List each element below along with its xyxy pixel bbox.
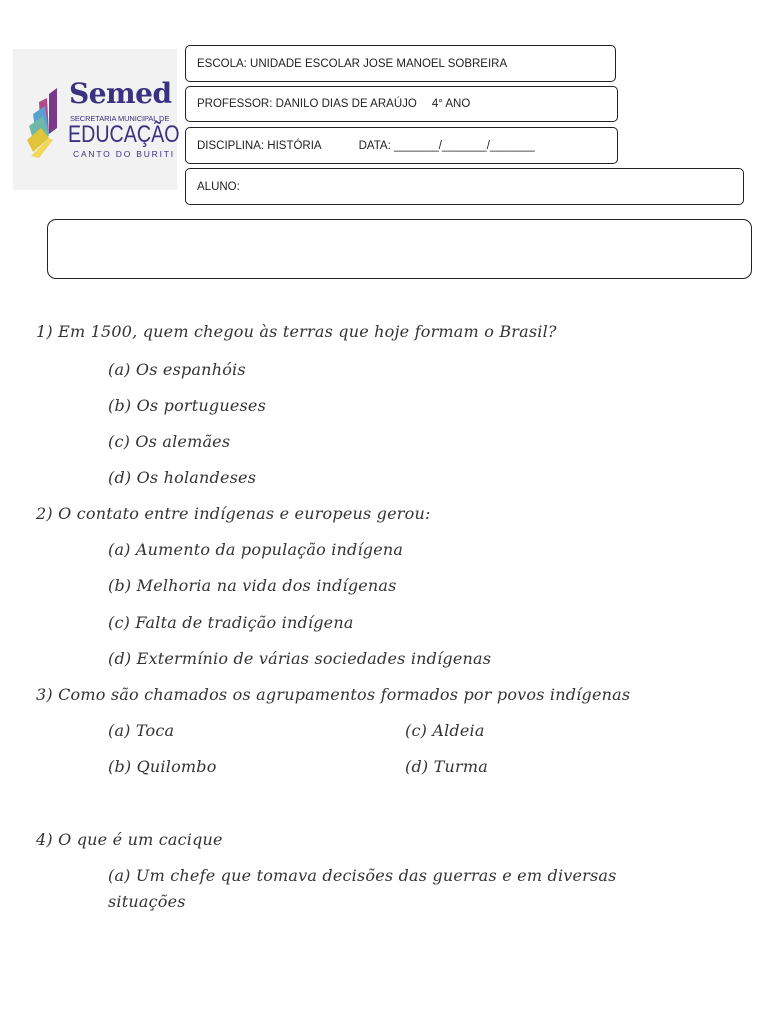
q2-option-d: (d) Extermínio de várias sociedades indígenas	[108, 649, 492, 668]
question-3: 3) Como são chamados os agrupamentos formados por povos indígenas	[36, 685, 631, 704]
disciplina-field	[185, 127, 618, 164]
question-2: 2) O contato entre indígenas e europeus gerou:	[36, 504, 431, 523]
escola-label: ESCOLA: UNIDADE ESCOLAR JOSE MANOEL SOBREIRA	[197, 57, 508, 70]
logo-subtitle: SECRETARIA MUNICIPAL DE	[70, 114, 170, 123]
blank-box	[47, 219, 752, 279]
q1-option-c: (c) Os alemães	[108, 432, 231, 451]
book-logo-icon	[27, 84, 71, 160]
q2-option-b: (b) Melhoria na vida dos indígenas	[108, 576, 397, 595]
aluno-label: ALUNO:	[197, 180, 240, 193]
logo-name: EDUCAÇÃO	[68, 121, 180, 148]
question-4: 4) O que é um cacique	[36, 830, 223, 849]
q3-option-b: (b) Quilombo	[108, 757, 217, 776]
aluno-field[interactable]	[185, 168, 744, 205]
escola-field	[185, 45, 616, 82]
logo-brand: Semed	[69, 77, 172, 110]
q4-option-a: (a) Um chefe que tomava decisões das guerras e em diversas	[108, 866, 617, 885]
q2-option-a: (a) Aumento da população indígena	[108, 540, 404, 559]
logo-place: CANTO DO BURITI	[73, 149, 175, 159]
q3-option-c: (c) Aldeia	[405, 721, 485, 740]
professor-label: PROFESSOR: DANILO DIAS DE ARAÚJO	[197, 98, 417, 110]
q3-option-a: (a) Toca	[108, 721, 175, 740]
data-label: DATA: _______/_______/_______	[358, 139, 535, 152]
q1-option-a: (a) Os espanhóis	[108, 360, 246, 379]
disciplina-label: DISCIPLINA: HISTÓRIA	[197, 139, 322, 152]
ano-label: 4° ANO	[431, 98, 471, 110]
q3-option-d: (d) Turma	[405, 757, 488, 776]
q1-option-d: (d) Os holandeses	[108, 468, 257, 487]
school-logo	[13, 49, 180, 190]
professor-field	[185, 86, 618, 122]
q4-option-a-continued: situações	[108, 892, 186, 911]
question-1: 1) Em 1500, quem chegou às terras que hoje formam o Brasil?	[36, 322, 557, 341]
q1-option-b: (b) Os portugueses	[108, 396, 266, 415]
q2-option-c: (c) Falta de tradição indígena	[108, 613, 354, 632]
